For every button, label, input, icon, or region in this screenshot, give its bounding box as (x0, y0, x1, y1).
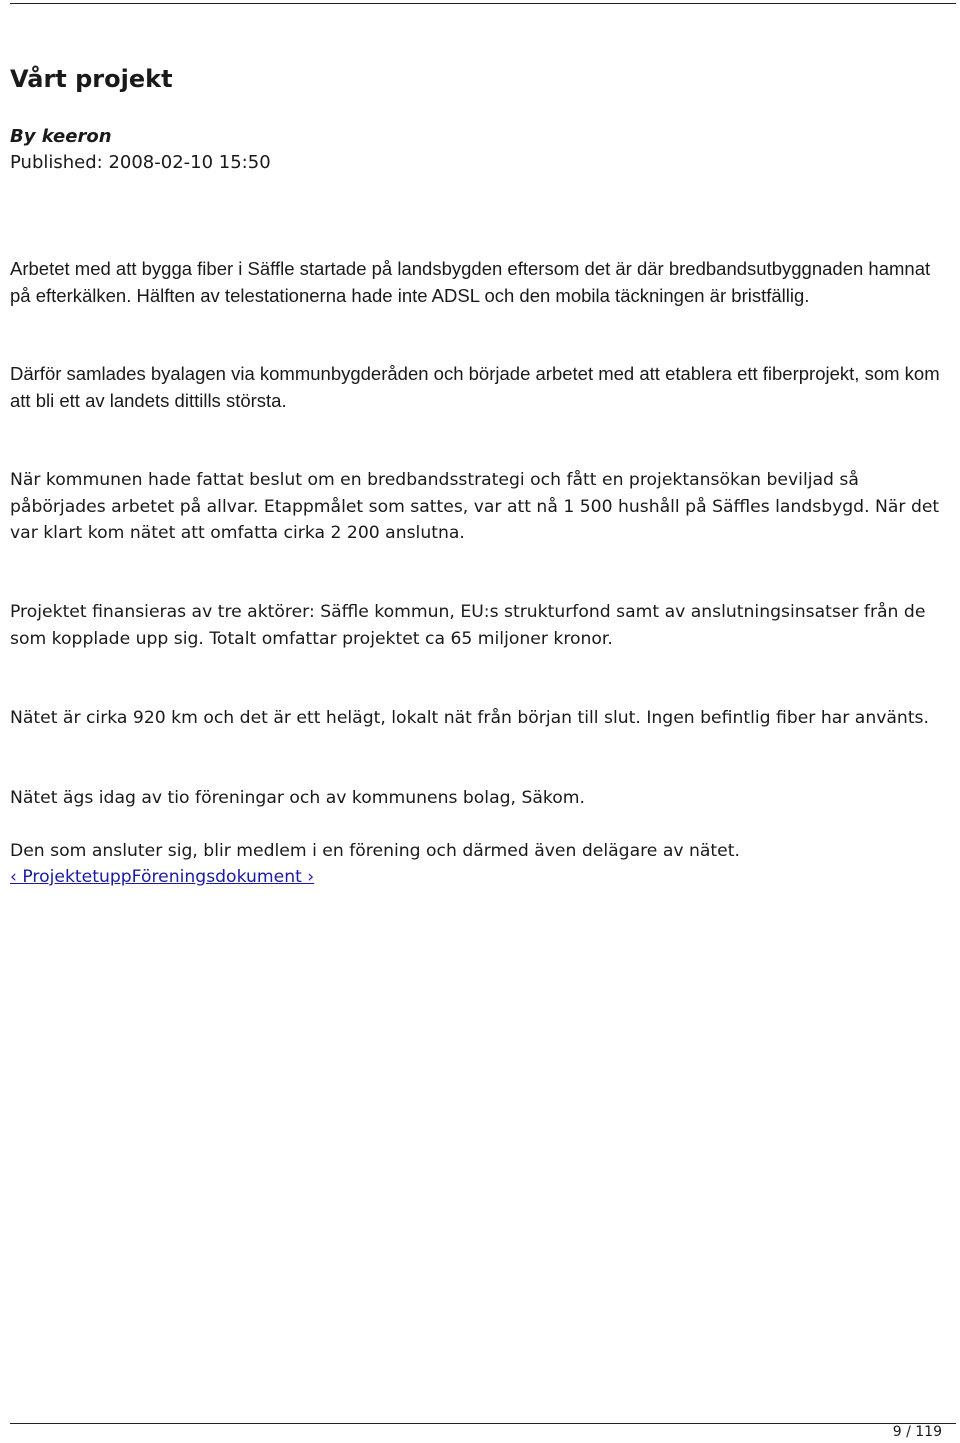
paragraph-financing: Projektet finansieras av tre aktörer: Säffle kommun, EU:s strukturfond samt av anslutningsinsatser från de som kopplade upp sig. Totalt omfattar projektet ca 65 miljoner kronor. (10, 602, 926, 649)
paragraph-ownership: Nätet ägs idag av tio föreningar och av kommunens bolag, Säkom. (10, 788, 585, 808)
paragraph-strategy: När kommunen hade fattat beslut om en bredbandsstrategi och fått en projektansökan beviljad så påbörjades arbetet på allvar. Etappmålet som sattes, var att nå 1 500 hushåll på Säffles landsbygd. När det var klart kom nätet att omfatta cirka 2 200 anslutna. (10, 470, 940, 543)
paragraph-byalag: Därför samlades byalagen via kommunbygderåden och började arbetet med att etablera ett fiberprojekt, som kom att bli ett av landets dittills största. (10, 363, 940, 411)
header-rule (10, 3, 956, 4)
page-number: 9 / 119 (892, 1424, 942, 1440)
paragraph-membership: Den som ansluter sig, blir medlem i en förening och därmed även delägare av nätet. (10, 841, 740, 861)
previous-page-link[interactable]: ‹ Projektetupp (10, 867, 132, 887)
published-date: Published: 2008-02-10 15:50 (10, 152, 271, 173)
next-page-link[interactable]: Föreningsdokument › (131, 867, 315, 887)
footer-rule (10, 1423, 956, 1424)
page-title: Vårt projekt (10, 65, 173, 93)
paragraph-intro: Arbetet med att bygga fiber i Säffle startade på landsbygden eftersom det är där bredbandsutbyggnaden hamnat på efterkälken. Hälften av telestationerna hade inte ADSL och den mobila täckningen är bristfällig. (10, 258, 931, 306)
book-navigation (10, 864, 314, 890)
paragraph-network-length: Nätet är cirka 920 km och det är ett helägt, lokalt nät från början till slut. Ingen befintlig fiber har använts. (10, 708, 929, 728)
author-byline: By keeron (10, 126, 112, 147)
